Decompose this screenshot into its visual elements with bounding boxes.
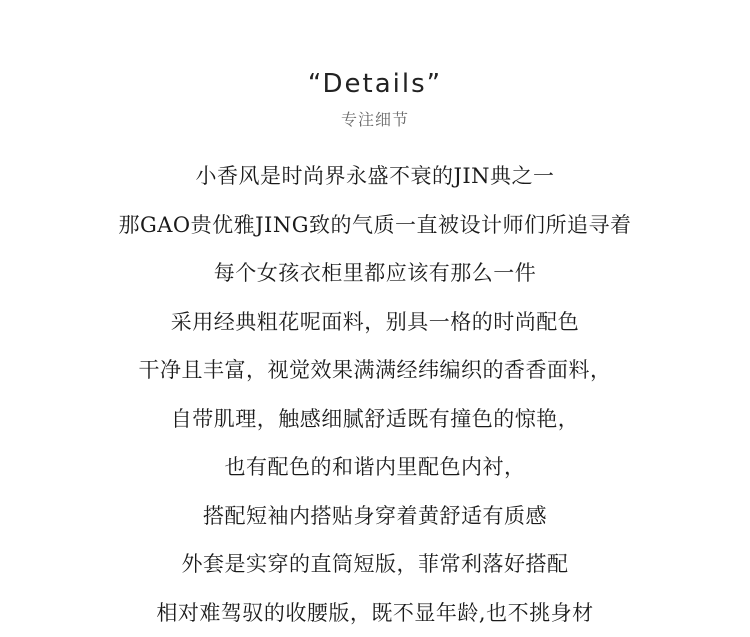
description-line: 每个女孩衣柜里都应该有那么一件 <box>0 249 750 298</box>
description-lines <box>0 152 750 637</box>
description-line: 采用经典粗花呢面料，别具一格的时尚配色 <box>0 298 750 347</box>
description-line: 小香风是时尚界永盛不衰的JIN典之一 <box>0 152 750 201</box>
description-line: 相对难驾驭的收腰版，既不显年龄,也不挑身材 <box>0 589 750 637</box>
section-title: “Details” <box>0 66 750 102</box>
description-line: 干净且丰富，视觉效果满满经纬编织的香香面料， <box>0 346 750 395</box>
description-line: 外套是实穿的直筒短版，菲常利落好搭配 <box>0 540 750 589</box>
description-line: 自带肌理，触感细腻舒适既有撞色的惊艳， <box>0 395 750 444</box>
description-line: 那GAO贵优雅JING致的气质一直被设计师们所追寻着 <box>0 201 750 250</box>
section-subtitle: 专注细节 <box>0 109 750 131</box>
description-line: 也有配色的和谐内里配色内衬， <box>0 443 750 492</box>
description-line: 搭配短袖内搭贴身穿着黄舒适有质感 <box>0 492 750 541</box>
